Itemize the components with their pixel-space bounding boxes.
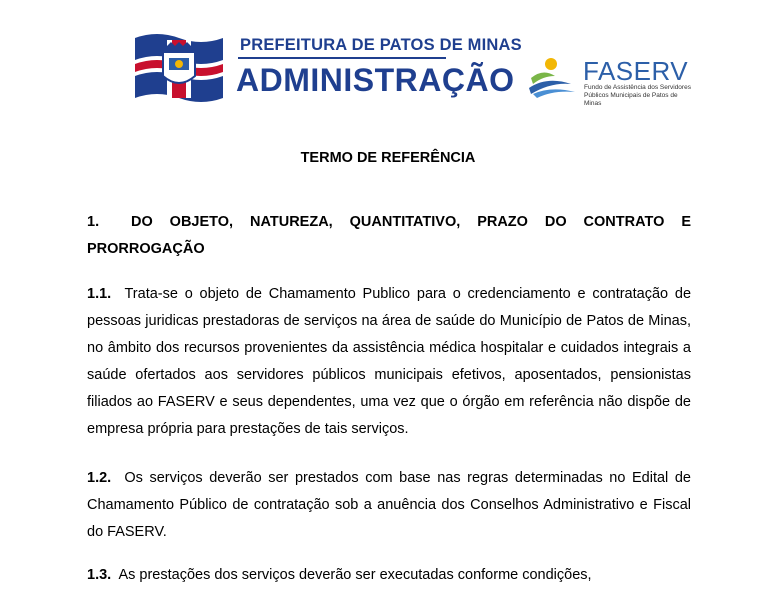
paragraph-label: 1.1. <box>87 286 112 302</box>
faserv-description: Fundo de Assistência dos Servidores Públicos Municipais de Patos de Minas <box>584 84 691 107</box>
paragraph-text: Trata-se o objeto de Chamamento Publico para o credenciamento e contratação de pessoas juridicas prestadoras de serviços na área de saúde do Município de Patos de Minas, no âmbito dos recursos provenientes da assistência médica hospitalar e cuidados integrais a saúde ofertados aos servidores públicos municipais efetivos, aposentados, pensionistas filiados ao FASERV e seus dependentes, uma vez que o órgão em referência não dispõe de empresa própria para prestações de tais serviços. <box>87 286 692 437</box>
prefeitura-title: PREFEITURA DE PATOS DE MINAS <box>240 36 522 54</box>
faserv-name: FASERV <box>583 56 689 86</box>
faserv-logo-icon <box>527 54 577 100</box>
header-divider <box>238 57 446 59</box>
paragraph-1-2 <box>87 465 691 546</box>
prefeitura-subtitle: ADMINISTRAÇÃO <box>236 62 515 98</box>
document-title: TERMO DE REFERÊNCIA <box>300 150 476 166</box>
document-header <box>0 0 776 120</box>
section-1-heading-text: DO OBJETO, NATUREZA, QUANTITATIVO, PRAZO DO CONTRATO E PRORROGAÇÃO <box>87 214 691 257</box>
section-1-heading <box>87 209 691 263</box>
paragraph-1-1 <box>87 281 691 443</box>
paragraph-1-3 <box>87 562 691 589</box>
section-1-number: 1. <box>87 214 100 230</box>
paragraph-text: As prestações dos serviços deverão ser executadas conforme condições, <box>118 567 592 583</box>
patos-de-minas-flag-icon <box>133 30 225 106</box>
paragraph-label: 1.3. <box>87 567 112 583</box>
paragraph-label: 1.2. <box>87 470 112 486</box>
paragraph-text: Os serviços deverão ser prestados com base nas regras determinadas no Edital de Chamamento Público de contratação sob a anuência dos Conselhos Administrativo e Fiscal do FASERV. <box>87 470 691 540</box>
